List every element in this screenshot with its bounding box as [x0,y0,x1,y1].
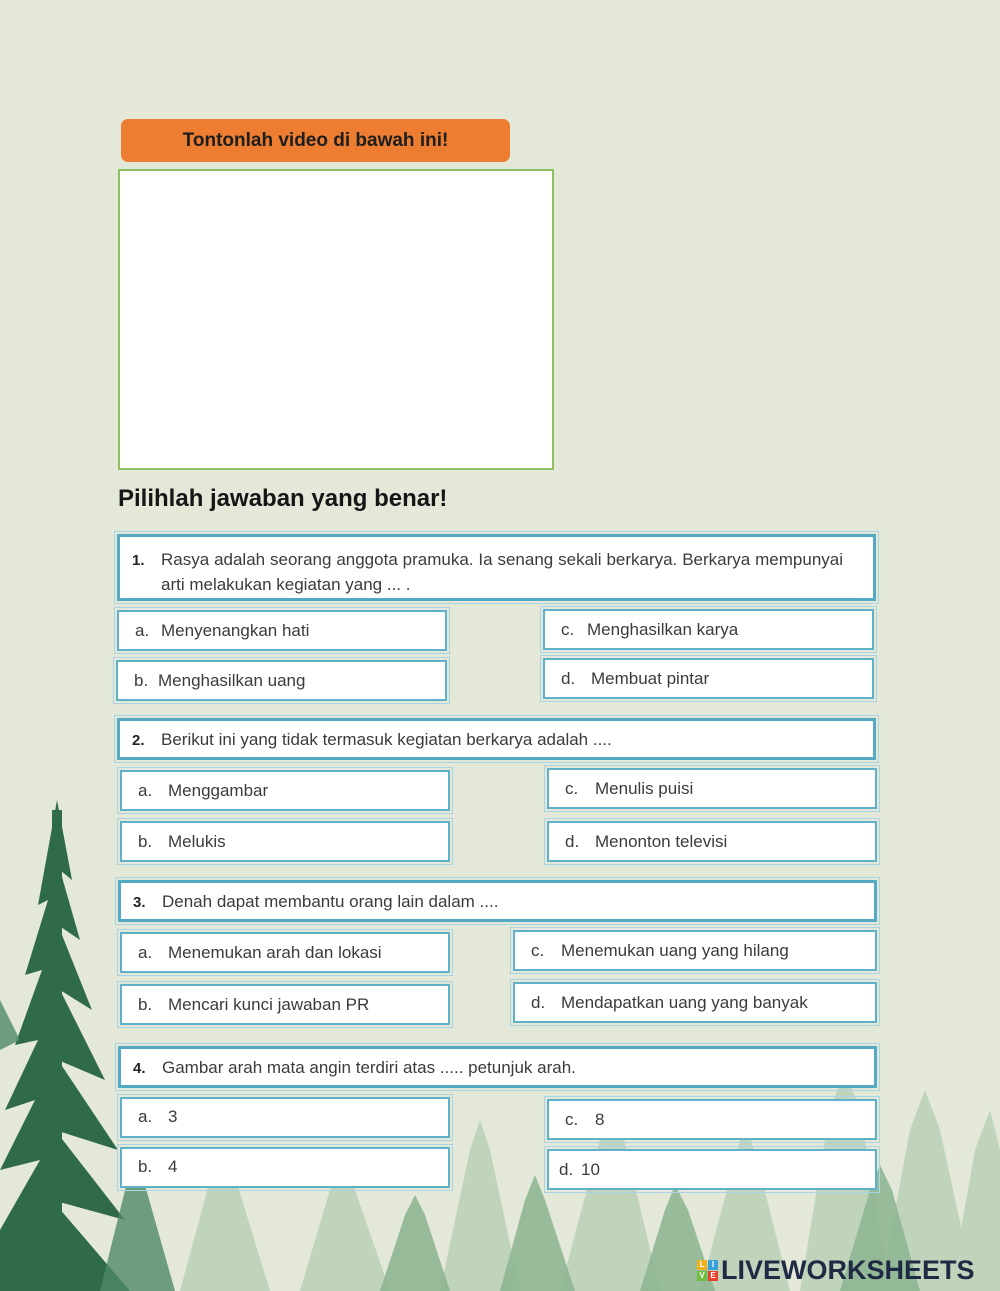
option-letter: c. [565,778,579,798]
video-player[interactable] [118,169,554,470]
question-number: 2. [132,732,145,749]
option-text: Mencari kunci jawaban PR [168,994,370,1014]
option-letter: c. [531,940,545,960]
option-text: Menghasilkan uang [158,670,306,690]
option-2c[interactable] [547,768,877,809]
option-letter: b. [138,831,153,851]
option-text: Membuat pintar [591,668,710,688]
option-letter: d. [531,992,546,1012]
question-text: Rasya adalah seorang anggota pramuka. Ia senang sekali berkarya. Berkarya mempunyai arti melakukan kegiatan yang ... . [161,550,843,594]
liveworksheets-logo-icon: L I V E [697,1260,718,1281]
option-4a[interactable] [120,1097,450,1138]
question-3-box [118,880,877,922]
option-text: Menghasilkan karya [587,619,739,639]
question-text: Gambar arah mata angin terdiri atas ..... petunjuk arah. [162,1058,576,1077]
option-3d[interactable] [513,982,877,1023]
option-1a[interactable] [117,610,447,651]
option-letter: b. [138,1157,153,1176]
option-text: Menulis puisi [595,778,694,798]
option-text: 10 [581,1159,600,1179]
option-1b[interactable] [116,660,447,701]
option-letter: d. [559,1159,574,1179]
option-2b[interactable] [120,821,450,862]
option-2a[interactable] [120,770,450,811]
option-2d[interactable] [547,821,877,862]
logo-text: LIVEWORKSHEETS [721,1254,975,1285]
option-3b[interactable] [120,984,450,1025]
option-letter: a. [138,1107,153,1126]
option-letter: d. [561,668,576,688]
option-letter: c. [565,1109,579,1129]
option-4d[interactable] [547,1149,877,1190]
option-text: Menyenangkan hati [161,620,310,640]
option-text: Menemukan uang yang hilang [561,940,789,960]
option-text: 3 [168,1107,178,1126]
question-number: 1. [132,552,145,569]
option-1c[interactable] [543,609,874,650]
option-letter: a. [135,620,150,640]
option-text: Menggambar [168,780,269,800]
option-letter: d. [565,831,580,851]
video-instruction-banner [121,119,510,162]
option-text: Melukis [168,831,226,851]
option-letter: c. [561,619,575,639]
option-4b[interactable] [120,1147,450,1188]
liveworksheets-logo [697,1256,975,1284]
question-number: 4. [133,1060,146,1077]
option-4c[interactable] [547,1099,877,1140]
option-letter: a. [138,942,153,962]
question-2-box [117,718,876,760]
question-1-box [117,534,876,601]
question-number: 3. [133,894,146,911]
question-4-box [118,1046,877,1088]
question-text: Berikut ini yang tidak termasuk kegiatan berkarya adalah .... [161,730,612,749]
option-letter: b. [134,670,149,690]
option-letter: b. [138,994,153,1014]
instruction-heading: Pilihlah jawaban yang benar! [118,485,448,512]
option-1d[interactable] [543,658,874,699]
option-letter: a. [138,780,153,800]
option-text: 8 [595,1109,605,1129]
option-3a[interactable] [120,932,450,973]
option-text: 4 [168,1157,178,1176]
option-text: Menemukan arah dan lokasi [168,942,382,962]
option-text: Menonton televisi [595,831,728,851]
option-text: Mendapatkan uang yang banyak [561,992,808,1012]
banner-label: Tontonlah video di bawah ini! [182,129,449,151]
option-3c[interactable] [513,930,877,971]
question-text: Denah dapat membantu orang lain dalam .... [162,892,499,911]
